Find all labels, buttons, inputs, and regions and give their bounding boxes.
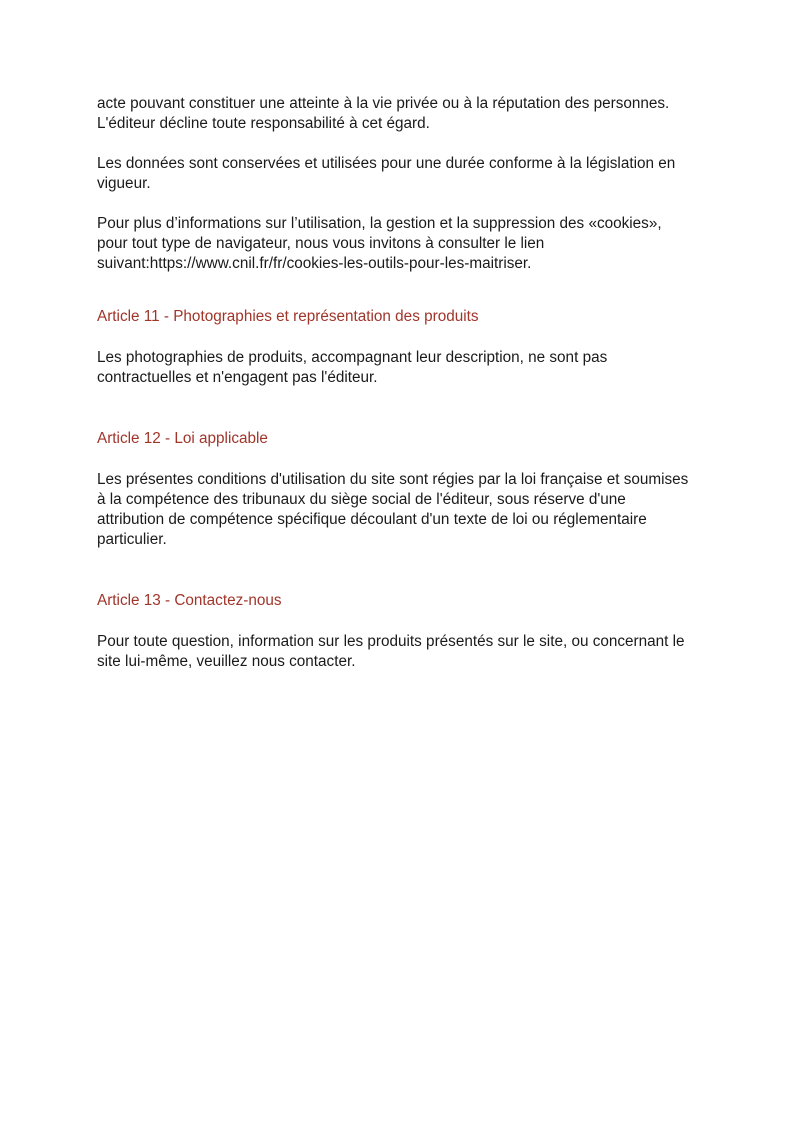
text-line: Les données sont conservées et utilisées pour une durée conforme à la législation en <box>97 155 676 172</box>
article-13-heading: Article 13 - Contactez-nous <box>97 592 282 609</box>
text-line: à la compétence des tribunaux du siège social de l'éditeur, sous réserve d'une <box>97 491 626 508</box>
article-13-body <box>97 632 707 672</box>
document-page <box>97 94 707 672</box>
article-12-body <box>97 470 707 550</box>
text-line: Les photographies de produits, accompagnant leur description, ne sont pas <box>97 349 608 366</box>
text-line: pour tout type de navigateur, nous vous invitons à consulter le lien <box>97 235 545 252</box>
article-11-heading: Article 11 - Photographies et représentation des produits <box>97 308 479 325</box>
text-line: site lui-même, veuillez nous contacter. <box>97 653 356 670</box>
cookie-link-line: suivant:https://www.cnil.fr/fr/cookies-les-outils-pour-les-maitriser. <box>97 255 532 272</box>
text-line: Pour plus d’informations sur l’utilisation, la gestion et la suppression des «cookies», <box>97 215 662 232</box>
text-line: acte pouvant constituer une atteinte à la vie privée ou à la réputation des personnes. <box>97 95 670 112</box>
text-line: vigueur. <box>97 175 151 192</box>
article-11-body <box>97 348 707 388</box>
text-line: L'éditeur décline toute responsabilité à cet égard. <box>97 115 430 132</box>
article-12-heading: Article 12 - Loi applicable <box>97 430 268 447</box>
intro-paragraph-3 <box>97 214 707 274</box>
intro-paragraph-1 <box>97 94 707 134</box>
intro-paragraph-2 <box>97 154 707 194</box>
text-line: particulier. <box>97 531 167 548</box>
text-line: Pour toute question, information sur les produits présentés sur le site, ou concernant le <box>97 633 685 650</box>
text-line: contractuelles et n'engagent pas l'éditeur. <box>97 369 378 386</box>
text-line: Les présentes conditions d'utilisation du site sont régies par la loi française et soumises <box>97 471 689 488</box>
text-line: attribution de compétence spécifique découlant d'un texte de loi ou réglementaire <box>97 511 647 528</box>
